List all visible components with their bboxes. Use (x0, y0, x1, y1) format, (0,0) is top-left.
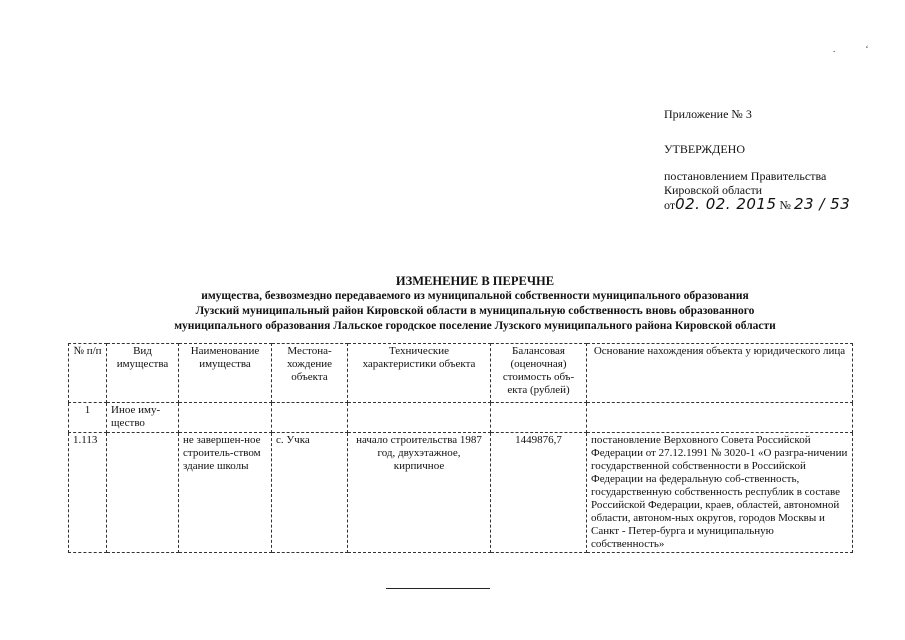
title-line-3: муниципального образования Лальское городское поселение Лузского муниципального района Кировской области (174, 320, 776, 332)
header-cell: Балансовая (оценочная) стоимость объ-екта (рублей) (491, 344, 587, 403)
appendix-label: Приложение № 3 (664, 107, 752, 121)
table-cell (179, 403, 272, 433)
closing-rule (386, 588, 490, 589)
decree-block (664, 169, 850, 212)
table-cell (107, 433, 179, 553)
table-cell (491, 403, 587, 433)
table-cell: постановление Верховного Совета Российской Федерации от 27.12.1991 № 3020-1 «О разгра-ничении государственной собственности в Российской Федерации на федеральную соб-ственность, государственную собственность республик в составе Российской Федерации, краев, областей, автономной области, автоном-ных округов, городов Москвы и Санкт - Петер-бурга и муниципальную собственность» (587, 433, 853, 553)
approved-label: УТВЕРЖДЕНО (664, 142, 746, 156)
decree-date-handwritten: 02. 02. 2015 (675, 195, 777, 213)
decree-line-2: Кировской области (664, 183, 763, 197)
table-header-row (69, 344, 853, 403)
decree-from-prefix: от (664, 198, 676, 212)
header-cell: Местона-хождение объекта (272, 344, 348, 403)
title-main: ИЗМЕНЕНИЕ В ПЕРЕЧНЕ (395, 274, 555, 288)
decree-line-1: постановлением Правительства (664, 169, 827, 183)
table-cell (587, 403, 853, 433)
header-cell: Технические характеристики объекта (348, 344, 491, 403)
property-table (68, 343, 853, 553)
table-cell: 1 (69, 403, 107, 433)
decree-date-line (664, 197, 850, 212)
header-cell: Вид имущества (107, 344, 179, 403)
table-cell: с. Учка (272, 433, 348, 553)
document-title (60, 274, 890, 334)
table-cell: 1.113 (69, 433, 107, 553)
header-cell: Наименование имущества (179, 344, 272, 403)
table-cell: Иное иму-щество (107, 403, 179, 433)
table-cell: не завершен-ное строитель-ством здание школы (179, 433, 272, 553)
table-cell: начало строительства 1987 год, двухэтажное, кирпичное (348, 433, 491, 553)
table-row (69, 433, 853, 553)
table-cell: 1449876,7 (491, 433, 587, 553)
title-line-1: имущества, безвозмездно передаваемого из муниципальной собственности муниципального образования (201, 290, 749, 302)
title-line-2: Лузский муниципальный район Кировской области в муниципальную собственность вновь образованного (195, 305, 755, 317)
scan-specks: . ‘ (833, 44, 883, 54)
decree-number-handwritten: 23 / 53 (793, 195, 851, 213)
table-cell (348, 403, 491, 433)
table-row (69, 403, 853, 433)
table-cell (272, 403, 348, 433)
header-cell: № п/п (69, 344, 107, 403)
decree-number-prefix: № (779, 198, 791, 212)
header-cell: Основание нахождения объекта у юридического лица (587, 344, 853, 403)
